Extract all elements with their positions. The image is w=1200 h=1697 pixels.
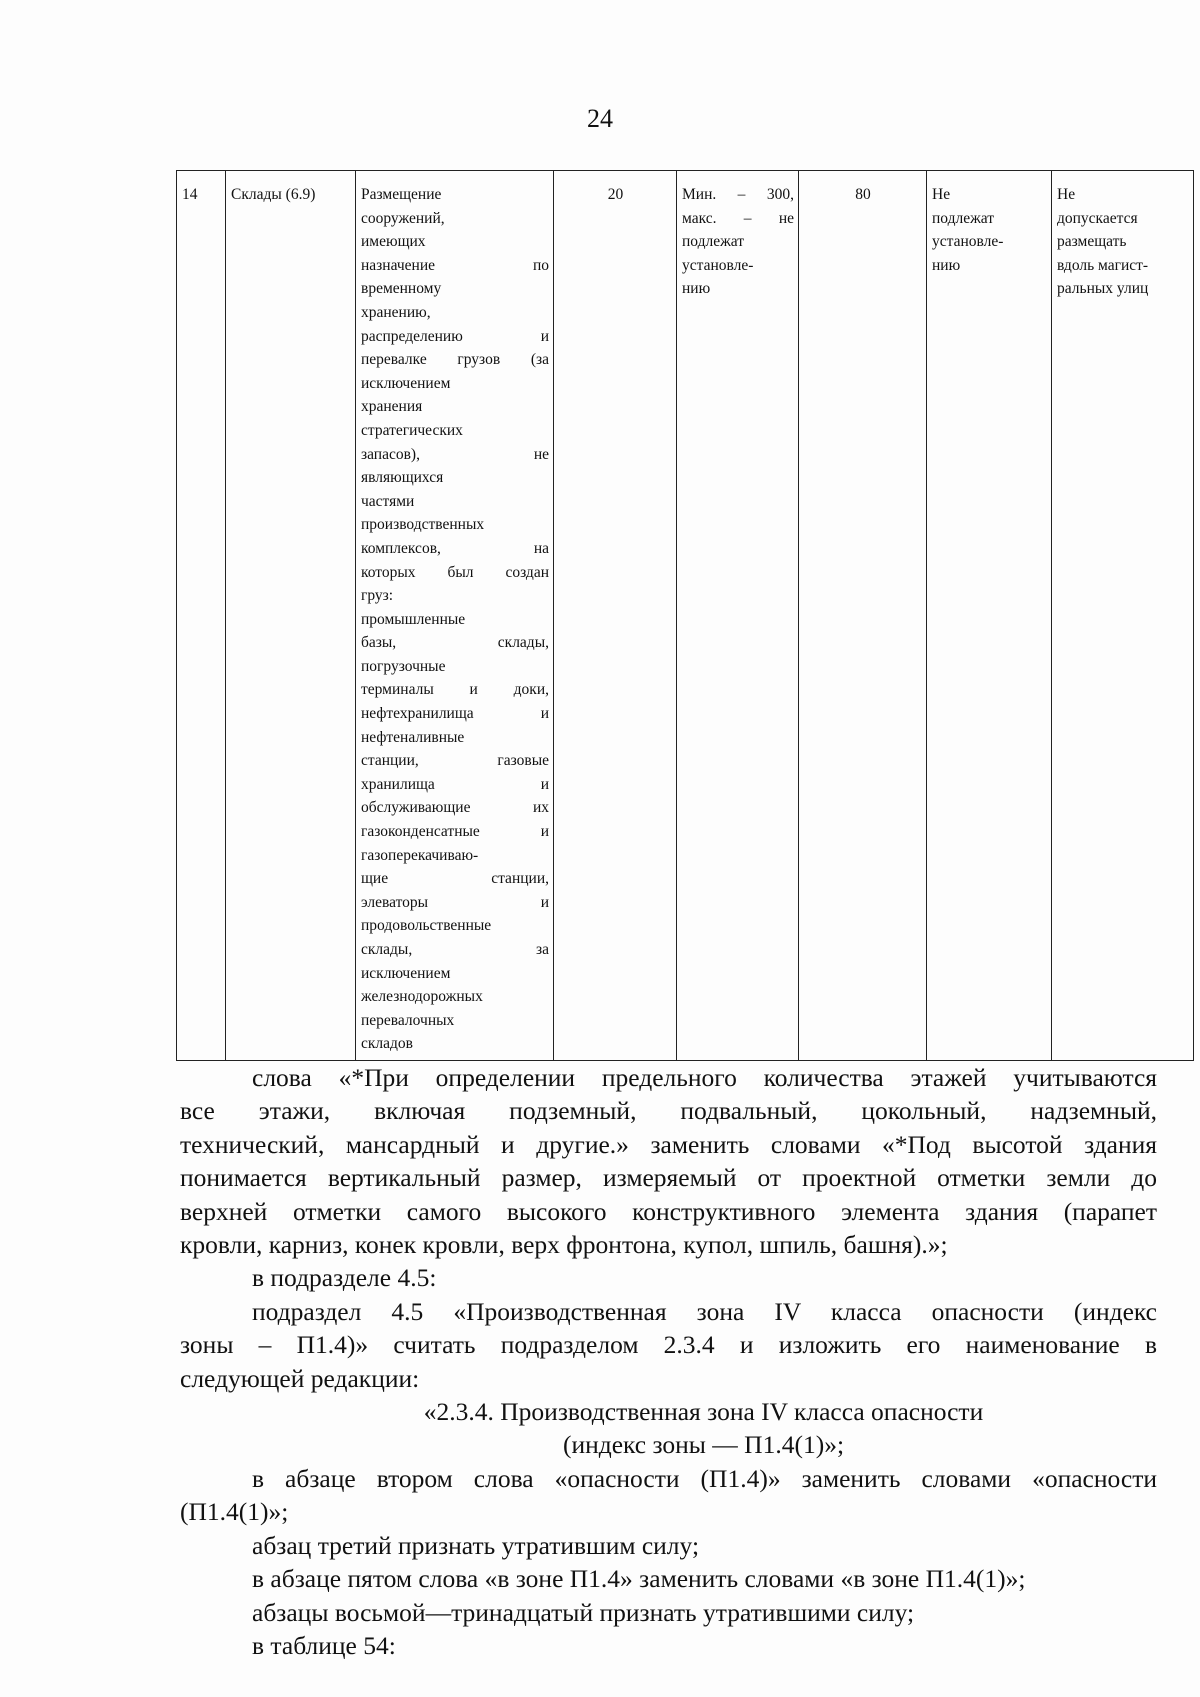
description-line: обслуживающие их (361, 799, 549, 817)
floors-line: подлежат (682, 233, 745, 251)
description-line: нефтеналивные (361, 728, 465, 746)
description-line: исключением (361, 374, 451, 392)
section-heading: (индекс зоны — П1.4(1)»; (562, 1430, 845, 1460)
floors-line: макс. – не (682, 209, 794, 227)
description-line: временному (361, 280, 442, 298)
description-line: газоконденсатные и (361, 823, 549, 841)
description-line: погрузочные (361, 657, 446, 675)
floors-line: установле- (682, 256, 754, 274)
description-line: запасов), не (361, 445, 549, 463)
paragraph-line: в абзаце пятом слова «в зоне П1.4» заменить словами «в зоне П1.4(1)»; (252, 1564, 1026, 1594)
paragraph-line: абзац третий признать утратившим силу; (252, 1530, 700, 1560)
section-heading: «2.3.4. Производственная зона IV класса опасности (423, 1397, 984, 1427)
note-cell (1052, 171, 1194, 1061)
table-row (177, 171, 1194, 1061)
description-line: распределению и (361, 327, 549, 345)
description-line: перевалочных (361, 1011, 455, 1029)
paragraph-line: (П1.4(1)»; (180, 1497, 289, 1527)
row-number-cell: 14 (177, 171, 226, 1061)
description-line: продовольственные (361, 917, 492, 935)
note-line: допускается (1057, 209, 1138, 227)
note-line: ральных улиц (1057, 280, 1149, 298)
description-line: стратегических (361, 421, 463, 439)
paragraph-line: абзацы восьмой—тринадцатый признать утратившими силу; (252, 1597, 915, 1627)
description-line: базы, склады, (361, 634, 549, 652)
description-line: нефтехранилища и (361, 705, 549, 723)
description-line: хранению, (361, 303, 431, 321)
paragraph-line: в таблице 54: (252, 1630, 396, 1660)
note-line: размещать (1057, 233, 1127, 251)
description-line: промышленные (361, 610, 466, 628)
regulation-table (176, 170, 1194, 1061)
description-line: являющихся (361, 469, 444, 487)
description-line: станции, газовые (361, 752, 549, 770)
paragraph-line: верхней отметки самого высокого конструктивного элемента здания (парапет (180, 1196, 1157, 1226)
paragraph-line: понимается вертикальный размер, измеряемый от проектной отметки земли до (180, 1163, 1157, 1193)
description-line: Размещение (361, 186, 442, 203)
description-line: исключением (361, 964, 451, 982)
description-line: назначение по (361, 256, 549, 274)
floors-line: нию (682, 280, 711, 298)
description-line: груз: (361, 587, 394, 605)
description-line: элеваторы и (361, 893, 549, 911)
description-line: склады, за (361, 941, 549, 958)
setback-line: нию (932, 256, 961, 274)
description-line: щие станции, (361, 870, 549, 888)
land-use-name-cell: Склады (6.9) (226, 171, 356, 1061)
paragraph-line: кровли, карниз, конек кровли, верх фронтона, купол, шпиль, башня).»; (180, 1230, 948, 1260)
floors-cell (677, 171, 799, 1061)
description-line: сооружений, (361, 209, 445, 227)
paragraph-line: зоны – П1.4)» считать подразделом 2.3.4 и изложить его наименование в (180, 1330, 1157, 1360)
paragraph-line: слова «*При определении предельного количества этажей учитываются (252, 1063, 1157, 1092)
description-line: газоперекачиваю- (361, 846, 479, 864)
paragraph-line: в подразделе 4.5: (252, 1263, 437, 1293)
description-line: хранения (361, 398, 423, 416)
description-line: частями (361, 492, 415, 510)
description-cell (356, 171, 554, 1061)
page-number: 24 (587, 104, 613, 133)
floors-line: Мин. – 300, (682, 186, 794, 203)
setback-line: Не (932, 186, 951, 203)
description-line: имеющих (361, 233, 426, 251)
description-line: комплексов, на (361, 539, 549, 557)
description-line: которых был создан (361, 563, 549, 581)
description-line: производственных (361, 516, 485, 534)
setback-cell (927, 171, 1052, 1061)
description-line: хранилища и (361, 775, 549, 793)
description-line: железнодорожных (361, 988, 483, 1006)
body-text (180, 1061, 1157, 1662)
paragraph-line: все этажи, включая подземный, подвальный, цокольный, надземный, (180, 1096, 1157, 1126)
note-line: вдоль магист- (1057, 256, 1149, 274)
paragraph-line: в абзаце втором слова «опасности (П1.4)» заменить словами «опасности (252, 1463, 1157, 1493)
note-line: Не (1057, 186, 1076, 203)
setback-line: подлежат (932, 209, 995, 227)
setback-line: установле- (932, 233, 1004, 251)
build-percent-cell: 80 (799, 171, 927, 1061)
description-line: перевалке грузов (за (361, 351, 549, 369)
description-line: складов (361, 1035, 413, 1053)
description-line: терминалы и доки, (361, 681, 549, 699)
min-area-cell: 20 (554, 171, 677, 1061)
paragraph-line: следующей редакции: (180, 1363, 420, 1393)
paragraph-line: подраздел 4.5 «Производственная зона IV класса опасности (индекс (252, 1296, 1157, 1326)
paragraph-line: технический, мансардный и другие.» заменить словами «*Под высотой здания (180, 1129, 1157, 1159)
